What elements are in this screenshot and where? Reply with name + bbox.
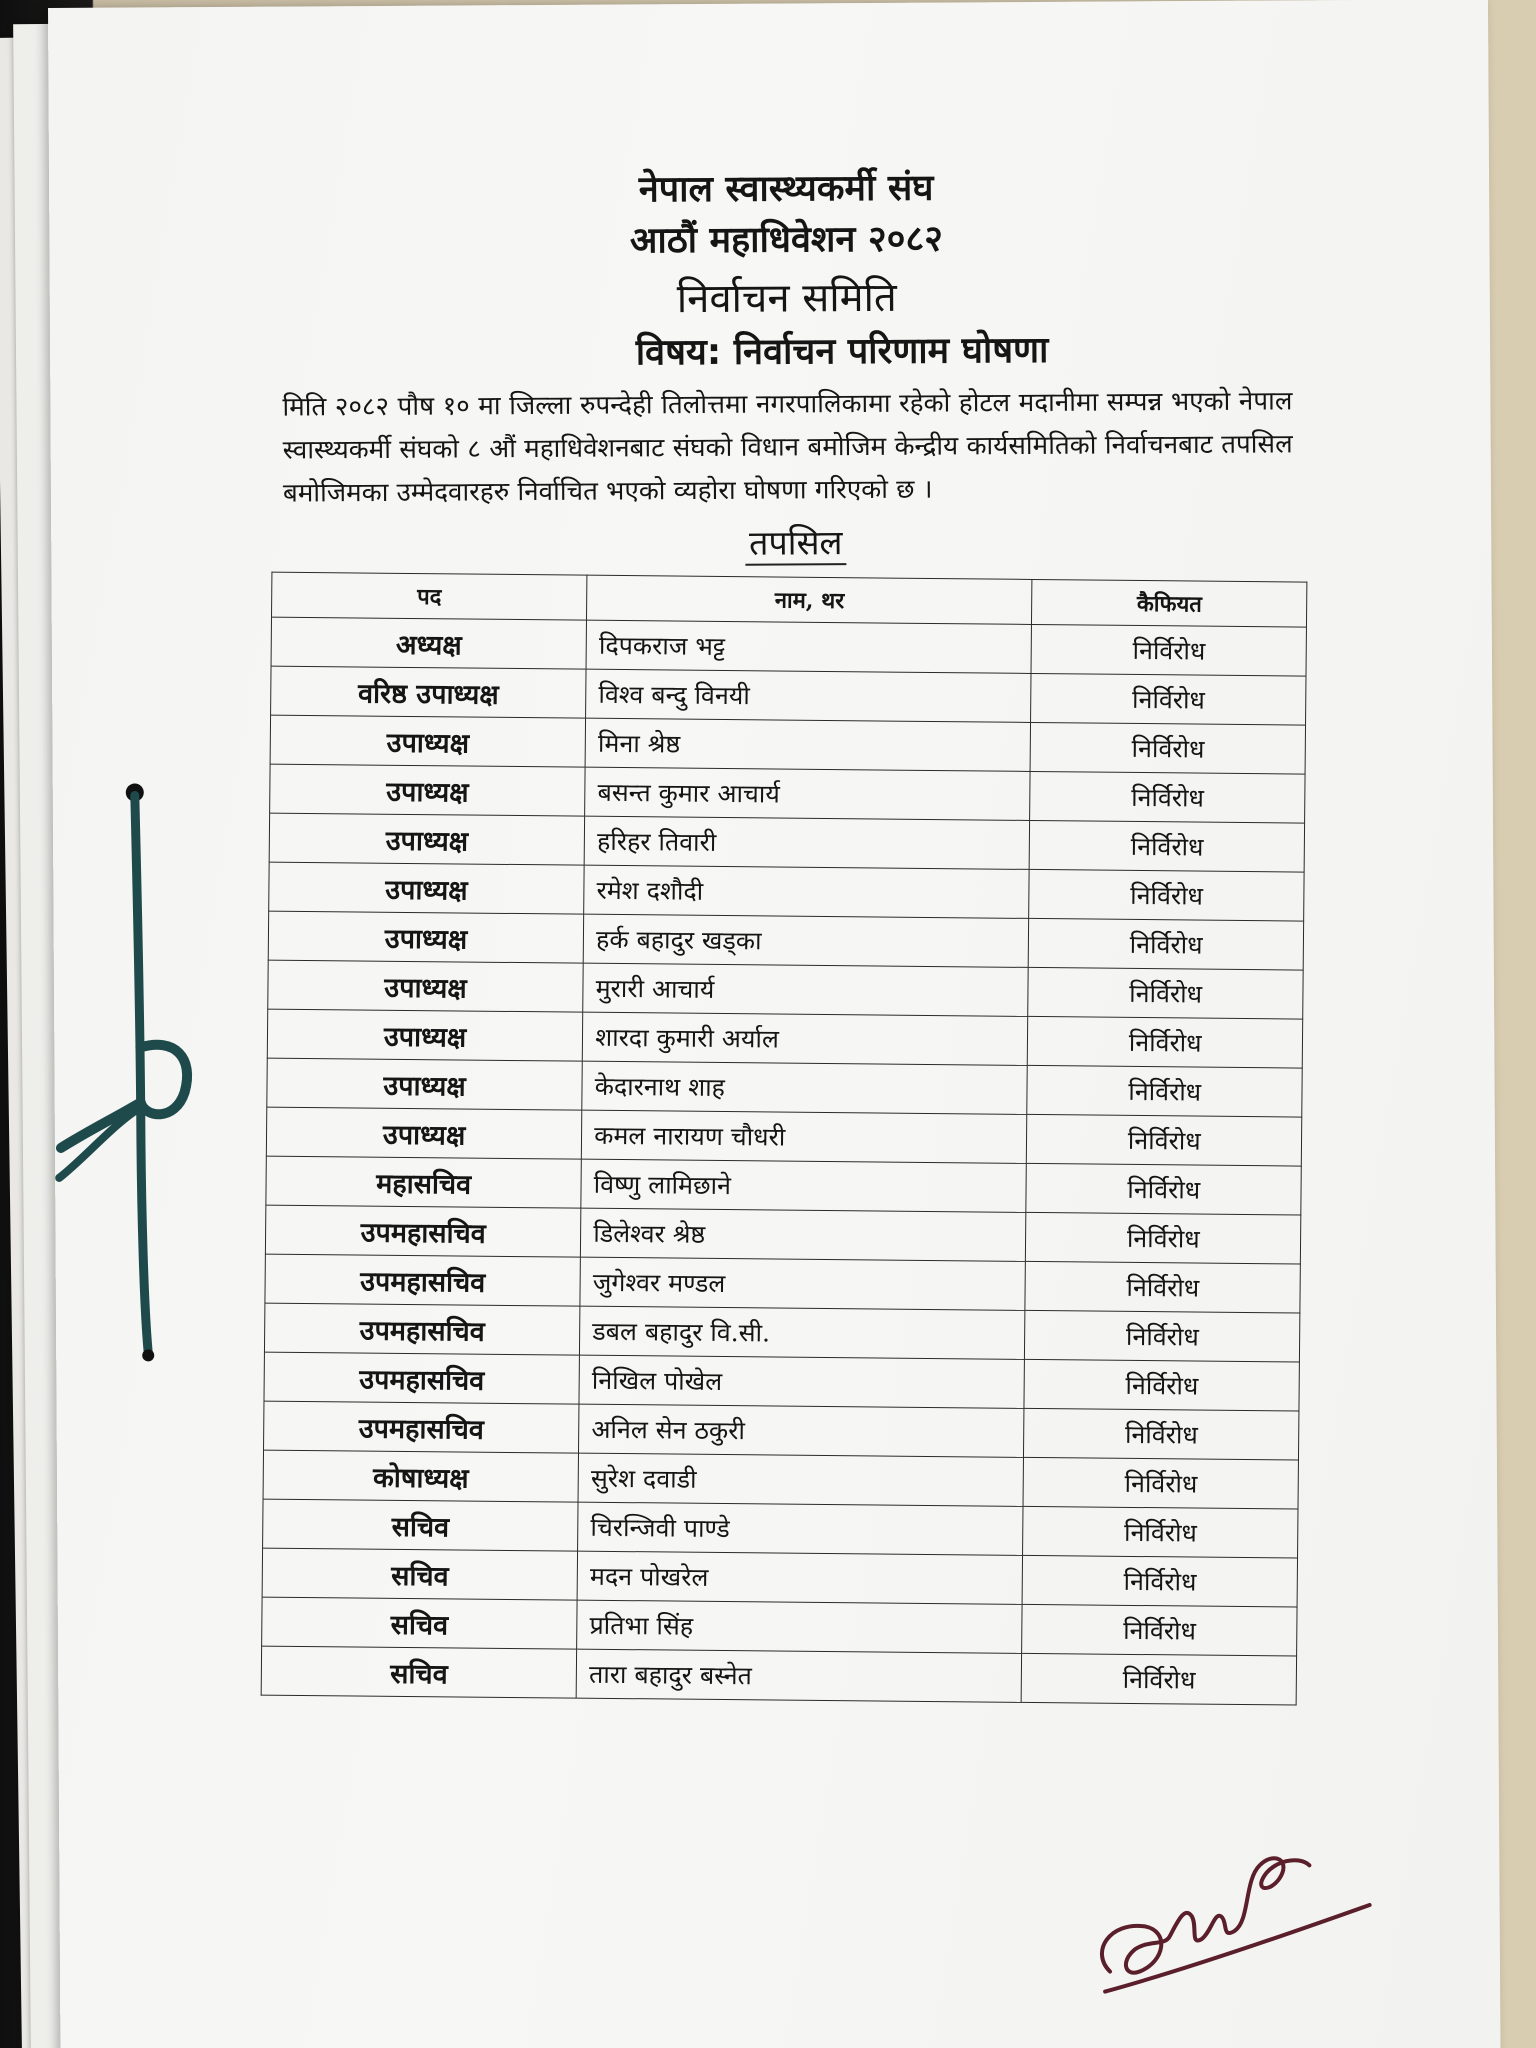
cell-name: दिपकराज भट्ट (586, 620, 1032, 673)
document-content (281, 160, 1410, 1696)
cell-name: मुरारी आचार्य (583, 963, 1029, 1016)
cell-post: सचिव (263, 1499, 579, 1551)
cell-remark: निर्विरोध (1023, 1555, 1298, 1607)
cell-remark: निर्विरोध (1026, 1163, 1301, 1215)
cell-remark: निर्विरोध (1031, 673, 1306, 725)
cell-post: अध्यक्ष (271, 617, 587, 669)
cell-post: उपाध्यक्ष (267, 1058, 583, 1110)
header-remark: कैफियत (1032, 579, 1307, 627)
cell-remark: निर्विरोध (1027, 1114, 1302, 1166)
cell-post: उपमहासचिव (265, 1254, 581, 1306)
cell-post: सचिव (262, 1597, 578, 1649)
table-row (261, 1646, 1296, 1705)
cell-name: मदन पोखरेल (577, 1551, 1023, 1604)
cell-remark: निर्विरोध (1030, 820, 1305, 872)
cell-remark: निर्विरोध (1025, 1261, 1300, 1313)
cell-remark: निर्विरोध (1024, 1408, 1299, 1460)
cell-remark: निर्विरोध (1022, 1653, 1297, 1705)
cell-post: कोषाध्यक्ष (263, 1450, 579, 1502)
annex-title (188, 515, 1403, 572)
cell-post: उपमहासचिव (264, 1401, 580, 1453)
organization-title: नेपाल स्वास्थ्यकर्मी संघ (638, 167, 934, 211)
cell-remark: निर्विरोध (1027, 1065, 1302, 1117)
cell-name: विश्व बन्दु विनयी (586, 669, 1032, 722)
cell-name: डबल बहादुर वि.सी. (580, 1306, 1026, 1359)
cell-post: वरिष्ठ उपाध्यक्ष (271, 666, 587, 718)
document-page (48, 0, 1501, 2048)
cell-name: केदारनाथ शाह (582, 1061, 1028, 1114)
cell-remark: निर्विरोध (1029, 918, 1304, 970)
header-name: नाम, थर (587, 575, 1033, 624)
cell-name: शारदा कुमारी अर्याल (582, 1012, 1028, 1065)
cell-name: हरिहर तिवारी (584, 816, 1030, 869)
cell-name: डिलेश्वर श्रेष्ठ (581, 1208, 1027, 1261)
cell-remark: निर्विरोध (1025, 1310, 1300, 1362)
cell-name: सुरेश दवाडी (578, 1453, 1024, 1506)
cell-remark: निर्विरोध (1031, 722, 1306, 774)
cell-remark: निर्विरोध (1024, 1359, 1299, 1411)
cell-post: उपमहासचिव (264, 1303, 580, 1355)
cell-name: तारा बहादुर बस्नेत (576, 1649, 1022, 1702)
cell-remark: निर्विरोध (1031, 624, 1306, 676)
cell-post: उपाध्यक्ष (268, 960, 584, 1012)
cell-post: उपाध्यक्ष (270, 715, 586, 767)
header-post: पद (272, 572, 588, 620)
subject-line: विषय: निर्वाचन परिणाम घोषणा (635, 329, 1049, 374)
cell-remark: निर्विरोध (1026, 1212, 1301, 1264)
cell-name: रमेश दशौदी (584, 865, 1030, 918)
cell-name: जुगेश्वर मण्डल (580, 1257, 1026, 1310)
cell-name: विष्णु लामिछाने (581, 1159, 1027, 1212)
cell-post: उपाध्यक्ष (267, 1009, 583, 1061)
cell-name: बसन्त कुमार आचार्य (585, 767, 1031, 820)
cell-name: मिना श्रेष्ठ (585, 718, 1031, 771)
cell-post: उपाध्यक्ष (269, 862, 585, 914)
cell-post: उपमहासचिव (264, 1352, 580, 1404)
convention-title: आठौं महाधिवेशन २०८२ (629, 218, 943, 262)
cell-name: चिरन्जिवी पाण्डे (578, 1502, 1024, 1555)
cell-remark: निर्विरोध (1028, 967, 1303, 1019)
cell-name: निखिल पोखेल (579, 1355, 1025, 1408)
cell-post: उपाध्यक्ष (269, 813, 585, 865)
cell-post: उपाध्यक्ष (268, 911, 584, 963)
handwritten-signature (1069, 1820, 1390, 2022)
cell-post: महासचिव (266, 1156, 582, 1208)
results-table-body (261, 617, 1306, 1705)
cell-remark: निर्विरोध (1028, 1016, 1303, 1068)
cell-remark: निर्विरोध (1029, 869, 1304, 921)
cell-post: उपाध्यक्ष (266, 1107, 582, 1159)
cell-name: प्रतिभा सिंह (577, 1600, 1023, 1653)
cell-post: सचिव (262, 1548, 578, 1600)
committee-title: निर्वाचन समिति (676, 274, 897, 323)
cell-name: हर्क बहादुर खड्का (583, 914, 1029, 967)
intro-paragraph: मिति २०८२ पौष १० मा जिल्ला रुपन्देही तिलोत्तमा नगरपालिकामा रहेको होटल मदानीमा सम्पन्न भएको नेपाल स्वास्थ्यकर्मी संघको ८ औं महाधिवेशनबाट संघको विधान बमोजिम केन्द्रीय कार्यसमितिको निर्वाचनबाट तपसिल बमोजिमका उम्मेदवारहरु निर्वाचित भएको व्यहोरा घोषणा गरिएको छ । (282, 386, 1293, 509)
cell-remark: निर्विरोध (1022, 1604, 1297, 1656)
annex-title-text: तपसिल (745, 523, 847, 566)
cell-post: उपाध्यक्ष (270, 764, 586, 816)
cell-remark: निर्विरोध (1030, 771, 1305, 823)
cell-name: कमल नारायण चौधरी (582, 1110, 1028, 1163)
cell-post: सचिव (261, 1646, 577, 1698)
results-table (261, 572, 1308, 1706)
cell-post: उपमहासचिव (265, 1205, 581, 1257)
cell-remark: निर्विरोध (1023, 1457, 1298, 1509)
cell-name: अनिल सेन ठकुरी (579, 1404, 1025, 1457)
cell-remark: निर्विरोध (1023, 1506, 1298, 1558)
